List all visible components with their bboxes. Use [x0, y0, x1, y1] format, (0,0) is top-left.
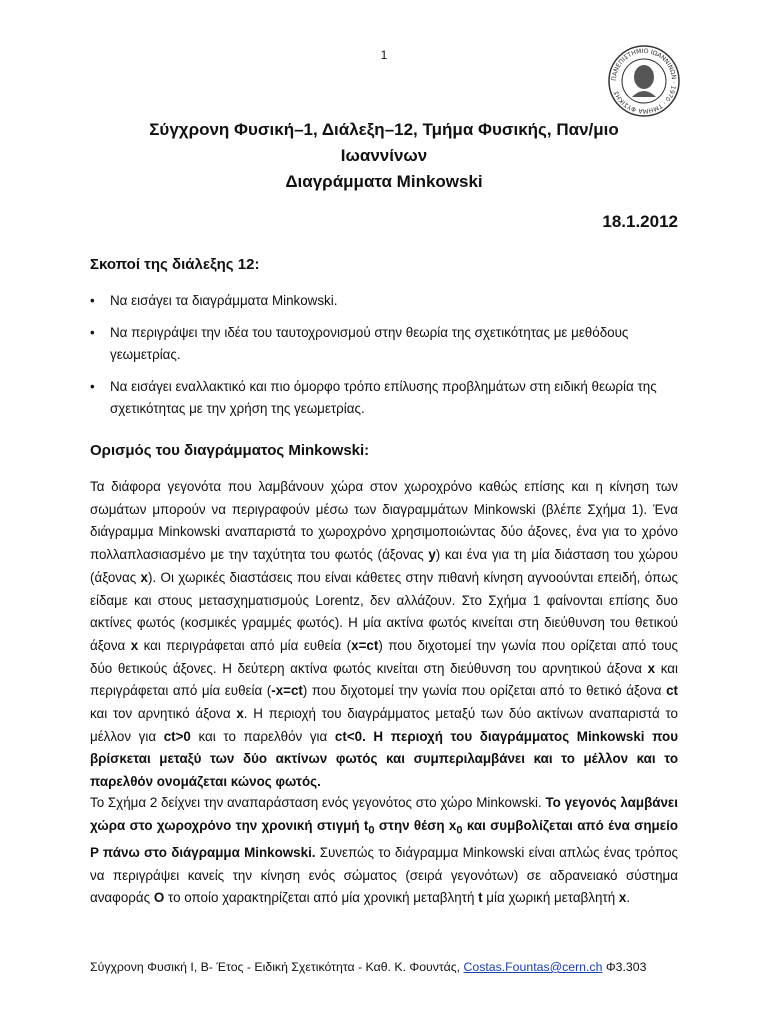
lecture-date: 18.1.2012 [602, 212, 678, 231]
definition-paragraph-2: Το Σχήμα 2 δείχνει την αναπαράσταση ενός γεγονότος στο χώρο Minkowski. Το γεγονός λαμβάνει χώρα στο χωροχρόνο την χρονική στιγμή $t_0$ στην θέση $x_0$ και συμβολίζεται από ένα σημείο P πάνω στο διάγραμμα Minkowski. Συνεπώς το διάγραμμα Minkowski είναι απλώς ένας τρόπος να περιγράψει κανείς την κίνηση ενός σώματος (σειρά γεγονότων) σε αδρανειακό σύστημα αναφοράς O το οποίο χαρακτηρίζεται από μία χρονική μεταβλητή t μία χωρική μεταβλητή x. [90, 795, 679, 906]
page-number: 1 [380, 48, 388, 62]
university-seal-icon [608, 45, 680, 117]
bullet-icon: • [90, 325, 95, 340]
goals-heading: Σκοποί της διάλεξης 12: [90, 256, 260, 273]
bullet-icon: • [90, 293, 95, 308]
goal-item: • Να περιγράψει την ιδέα του ταυτοχρονισμού στην θεωρία της σχετικότητας με μεθόδους γεωμετρίας. [90, 322, 680, 366]
footer-course-info: Σύγχρονη Φυσική Ι, Β- Έτος - Ειδική Σχετικότητα - Καθ. Κ. Φουντάς, [90, 960, 464, 974]
seal-ring-text: ΠΑΝΕΠΙΣΤΗΜΙΟ ΙΩΑΝΝΙΝΩΝ · 1970 · ΤΜΗΜΑ ΦΥΣΙΚΗΣ [610, 47, 678, 115]
page-title [90, 117, 678, 195]
title-line-3: Διαγράμματα Minkowski [285, 172, 483, 191]
footer-room: Φ3.303 [605, 960, 647, 974]
footer-email-link[interactable]: Costas.Fountas@cern.ch [463, 960, 603, 974]
page-footer [90, 960, 680, 974]
bullet-icon: • [90, 379, 95, 394]
title-line-1: Σύγχρονη Φυσική–1, Διάλεξη–12, Τμήμα Φυσικής, Παν/μιο [149, 120, 619, 139]
title-line-2: Ιωαννίνων [340, 146, 428, 165]
goal-item: • Να εισάγει τα διαγράμματα Minkowski. [90, 290, 680, 312]
goals-list [90, 290, 680, 430]
definition-heading: Ορισμός του διαγράμματος Minkowski: [90, 442, 370, 459]
definition-paragraph-1: Τα διάφορα γεγονότα που λαμβάνουν χώρα στον χωροχρόνο καθώς επίσης και η κίνηση των σωμάτων μπορούν να περιγραφούν μέσω των διαγραμμάτων Minkowski (βλέπε Σχήμα 1). Ένα διάγραμμα Minkowski αναπαριστά το χωροχρόνο χρησιμοποιώντας δύο άξονες, ένα για το χρόνο πολλαπλασιασμένο με την ταχύτητα του φωτός (άξονας y) και ένα για τη μία διάσταση του χώρου (άξονας x). Οι χωρικές διαστάσεις που είναι κάθετες στην πιθανή κίνηση αγνοούνται επειδή, όπως είδαμε και στους μετασχηματισμούς Lorentz, δεν αλλάζουν. Στο Σχήμα 1 φαίνονται επίσης δυο ακτίνες φωτός (κοσμικές γραμμές φωτός). Η μία ακτίνα φωτός κινείται στη διεύθυνση του θετικού άξονα x και περιγράφεται από μία ευθεία (x=ct) που διχοτομεί την γωνία που ορίζεται από τους δύο θετικούς άξονες. Η δεύτερη ακτίνα φωτός κινείται στη διεύθυνση του αρνητικού άξονα x και περιγράφεται από μία ευθεία (-x=ct) που διχοτομεί την γωνία που ορίζεται από το θετικό άξονα ct και τον αρνητικό άξονα x. Η περιοχή του διαγράμματος μεταξύ των δύο ακτίνων αναπαριστά το μέλλον για ct>0 και το παρελθόν για ct<0. Η περιοχή του διαγράμματος Minkowski που βρίσκεται μεταξύ των δύο ακτίνων φωτός και συμπεριλαμβάνει και το μέλλον και το παρελθόν ονομάζεται κώνος φωτός. [90, 479, 679, 790]
goal-item: • Να εισάγει εναλλακτικό και πιο όμορφο τρόπο επίλυσης προβλημάτων στη ειδική θεωρία της σχετικότητας με την χρήση της γεωμετρίας. [90, 376, 680, 420]
